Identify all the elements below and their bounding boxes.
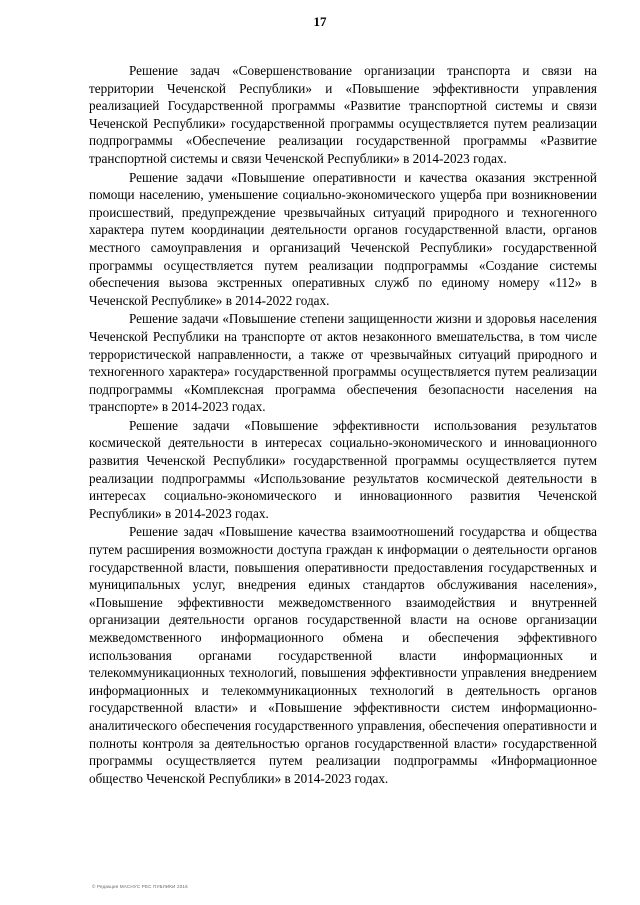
paragraph-transport: Решение задач «Совершенствование организации транспорта и связи на территории Чеченской Республики» и «Повышение эффективности управления реализацией Государственной программы «Развитие транспортной системы и связи Чеченской Республики» государственной программы осуществляется путем реализации подпрограммы «Обеспечение реализации государственной программы «Развитие транспортной системы и связи Чеченской Республики» в 2014-2023 годах. xyxy=(89,63,597,166)
document-body xyxy=(89,62,597,788)
paragraph-transport-security: Решение задачи «Повышение степени защищенности жизни и здоровья населения Чеченской Республики на транспорте от актов незаконного вмешательства, в том числе террористической направленности, а также от чрезвычайных ситуаций природного и техногенного характера» государственной программы осуществляется путем реализации подпрограммы «Комплексная программа обеспечения безопасности населения на транспорте» в 2014-2023 годах. xyxy=(89,311,597,415)
paragraph-information-society: Решение задач «Повышение качества взаимоотношений государства и общества путем расширения возможности доступа граждан к информации о деятельности органов государственной власти, повышения оперативности предоставления государственных и муниципальных услуг, внедрения единых стандартов обслуживания населения», «Повышение эффективности межведомственного взаимодействия и внутренней организации деятельности органов государственной власти на основе организации межведомственного информационного обмена и обеспечения эффективного использования органами государственной власти информационных и телекоммуникационных технологий, повышения эффективности управления внедрением информационных и телекоммуникационных технологий в деятельность органов государственной власти» и «Повышение эффективности систем информационно-аналитического обеспечения государственного управления, обеспечения оперативности и полноты контроля за деятельностью органов государственной власти» государственной программы осуществляется путем реализации подпрограммы «Информационное общество Чеченской Республики» в 2014-2023 годах. xyxy=(89,524,597,786)
footer-imprint: © Редакция МАСНУС РЕС ПУБЛИКИ 2016 xyxy=(92,884,188,889)
paragraph-space-activity: Решение задачи «Повышение эффективности использования результатов космической деятельности в интересах социально-экономического и инновационного развития Чеченской Республики» государственной программы осуществляется путем реализации подпрограммы «Использование результатов космической деятельности в интересах социально-экономического и инновационного развития Чеченской Республики» в 2014-2023 годах. xyxy=(89,417,597,521)
page-number: 17 xyxy=(313,14,327,29)
paragraph-emergency-112: Решение задачи «Повышение оперативности и качества оказания экстренной помощи населению, уменьшение социально-экономического ущерба при возникновении происшествий, предупреждение чрезвычайных ситуаций природного и техногенного характера путем координации деятельности органов государственной власти, органов местного самоуправления и организаций Чеченской Республики» государственной программы осуществляется путем реализации подпрограммы «Создание системы обеспечения вызова экстренных оперативных служб по единому номеру «112» в Чеченской Республике» в 2014-2022 годах. xyxy=(89,169,597,308)
